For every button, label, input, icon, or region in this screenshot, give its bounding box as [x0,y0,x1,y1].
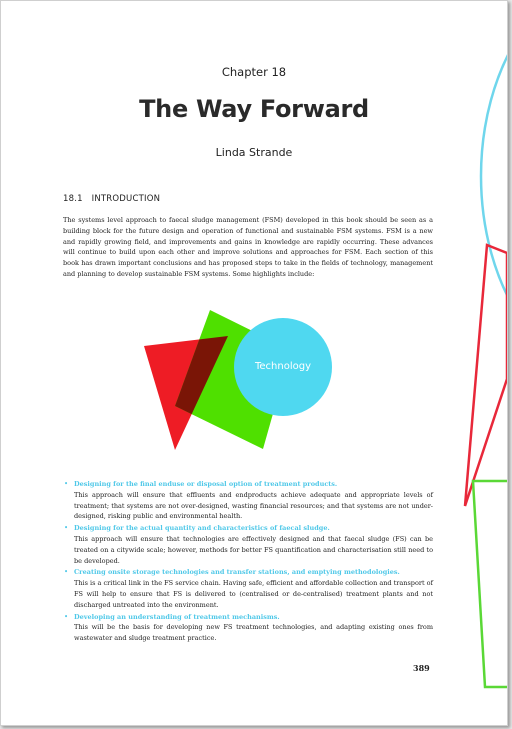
decor-circle-outline [481,1,507,381]
highlight-text: This will be the basis for developing new FS treatment technologies, and adapting existing ones from wastewater and sludge treatment practice. [74,623,433,643]
decor-square-outline [473,481,507,687]
highlight-item [63,523,433,566]
highlight-text: This approach will ensure that effluents and endproducts achieve adequate and appropriate levels of treatment; that systems are not over-designed, wasting financial resources; and that systems are not under-designed, risking public and environmental health. [74,490,433,521]
intro-paragraph: The systems level approach to faecal sludge management (FSM) developed in this book should be seen as a building block for the future design and operation of functional and sustainable FSM systems. FSM is a new and rapidly growing field, and improvements and gains in knowledge are rapidly occurring. These advances will continue to build upon each other and improve solutions and approaches for FSM. Each section of this book has drawn important conclusions and has proposed steps to take in the fields of technology, management and planning to develop sustainable FSM systems. Some highlights include: [63,216,433,278]
highlight-text: This is a critical link in the FS service chain. Having safe, efficient and affordable collection and transport of FS will help to ensure that FS is delivered to (centralised or de-centralised) treatment plants and not discharged untreated into the environment. [74,579,433,609]
section-heading [63,194,160,204]
highlights-list [63,479,433,645]
highlight-title: Creating onsite storage technologies and transfer stations, and emptying methodologies. [74,568,400,577]
chapter-label: Chapter 18 [221,65,287,79]
highlight-item [63,567,433,610]
bullet-icon: • [64,524,69,533]
section-number: 18.1 [63,194,83,204]
technology-diagram [139,308,339,458]
highlight-item [63,479,433,522]
section-title: INTRODUCTION [91,194,161,204]
highlight-title: Designing for the actual quantity and characteristics of faecal sludge. [74,524,330,533]
bullet-icon: • [64,612,69,621]
bullet-icon: • [64,480,69,488]
highlight-item [63,612,433,644]
page-number: 389 [413,663,430,673]
bullet-icon: • [64,568,69,577]
diagram-label-technology: Technology [254,361,311,372]
highlight-title: Designing for the final enduse or disposal option of treatment products. [74,480,338,488]
highlight-text: This approach will ensure that technologies are effectively designed and that faecal sludge (FS) can be treated on a citywide scale; however, methods for better FS quantification and characterisation still need to be developed. [74,534,433,565]
chapter-title: The Way Forward [139,95,369,123]
highlight-title: Developing an understanding of treatment mechanisms. [74,612,280,621]
author-name: Linda Strande [215,146,293,159]
